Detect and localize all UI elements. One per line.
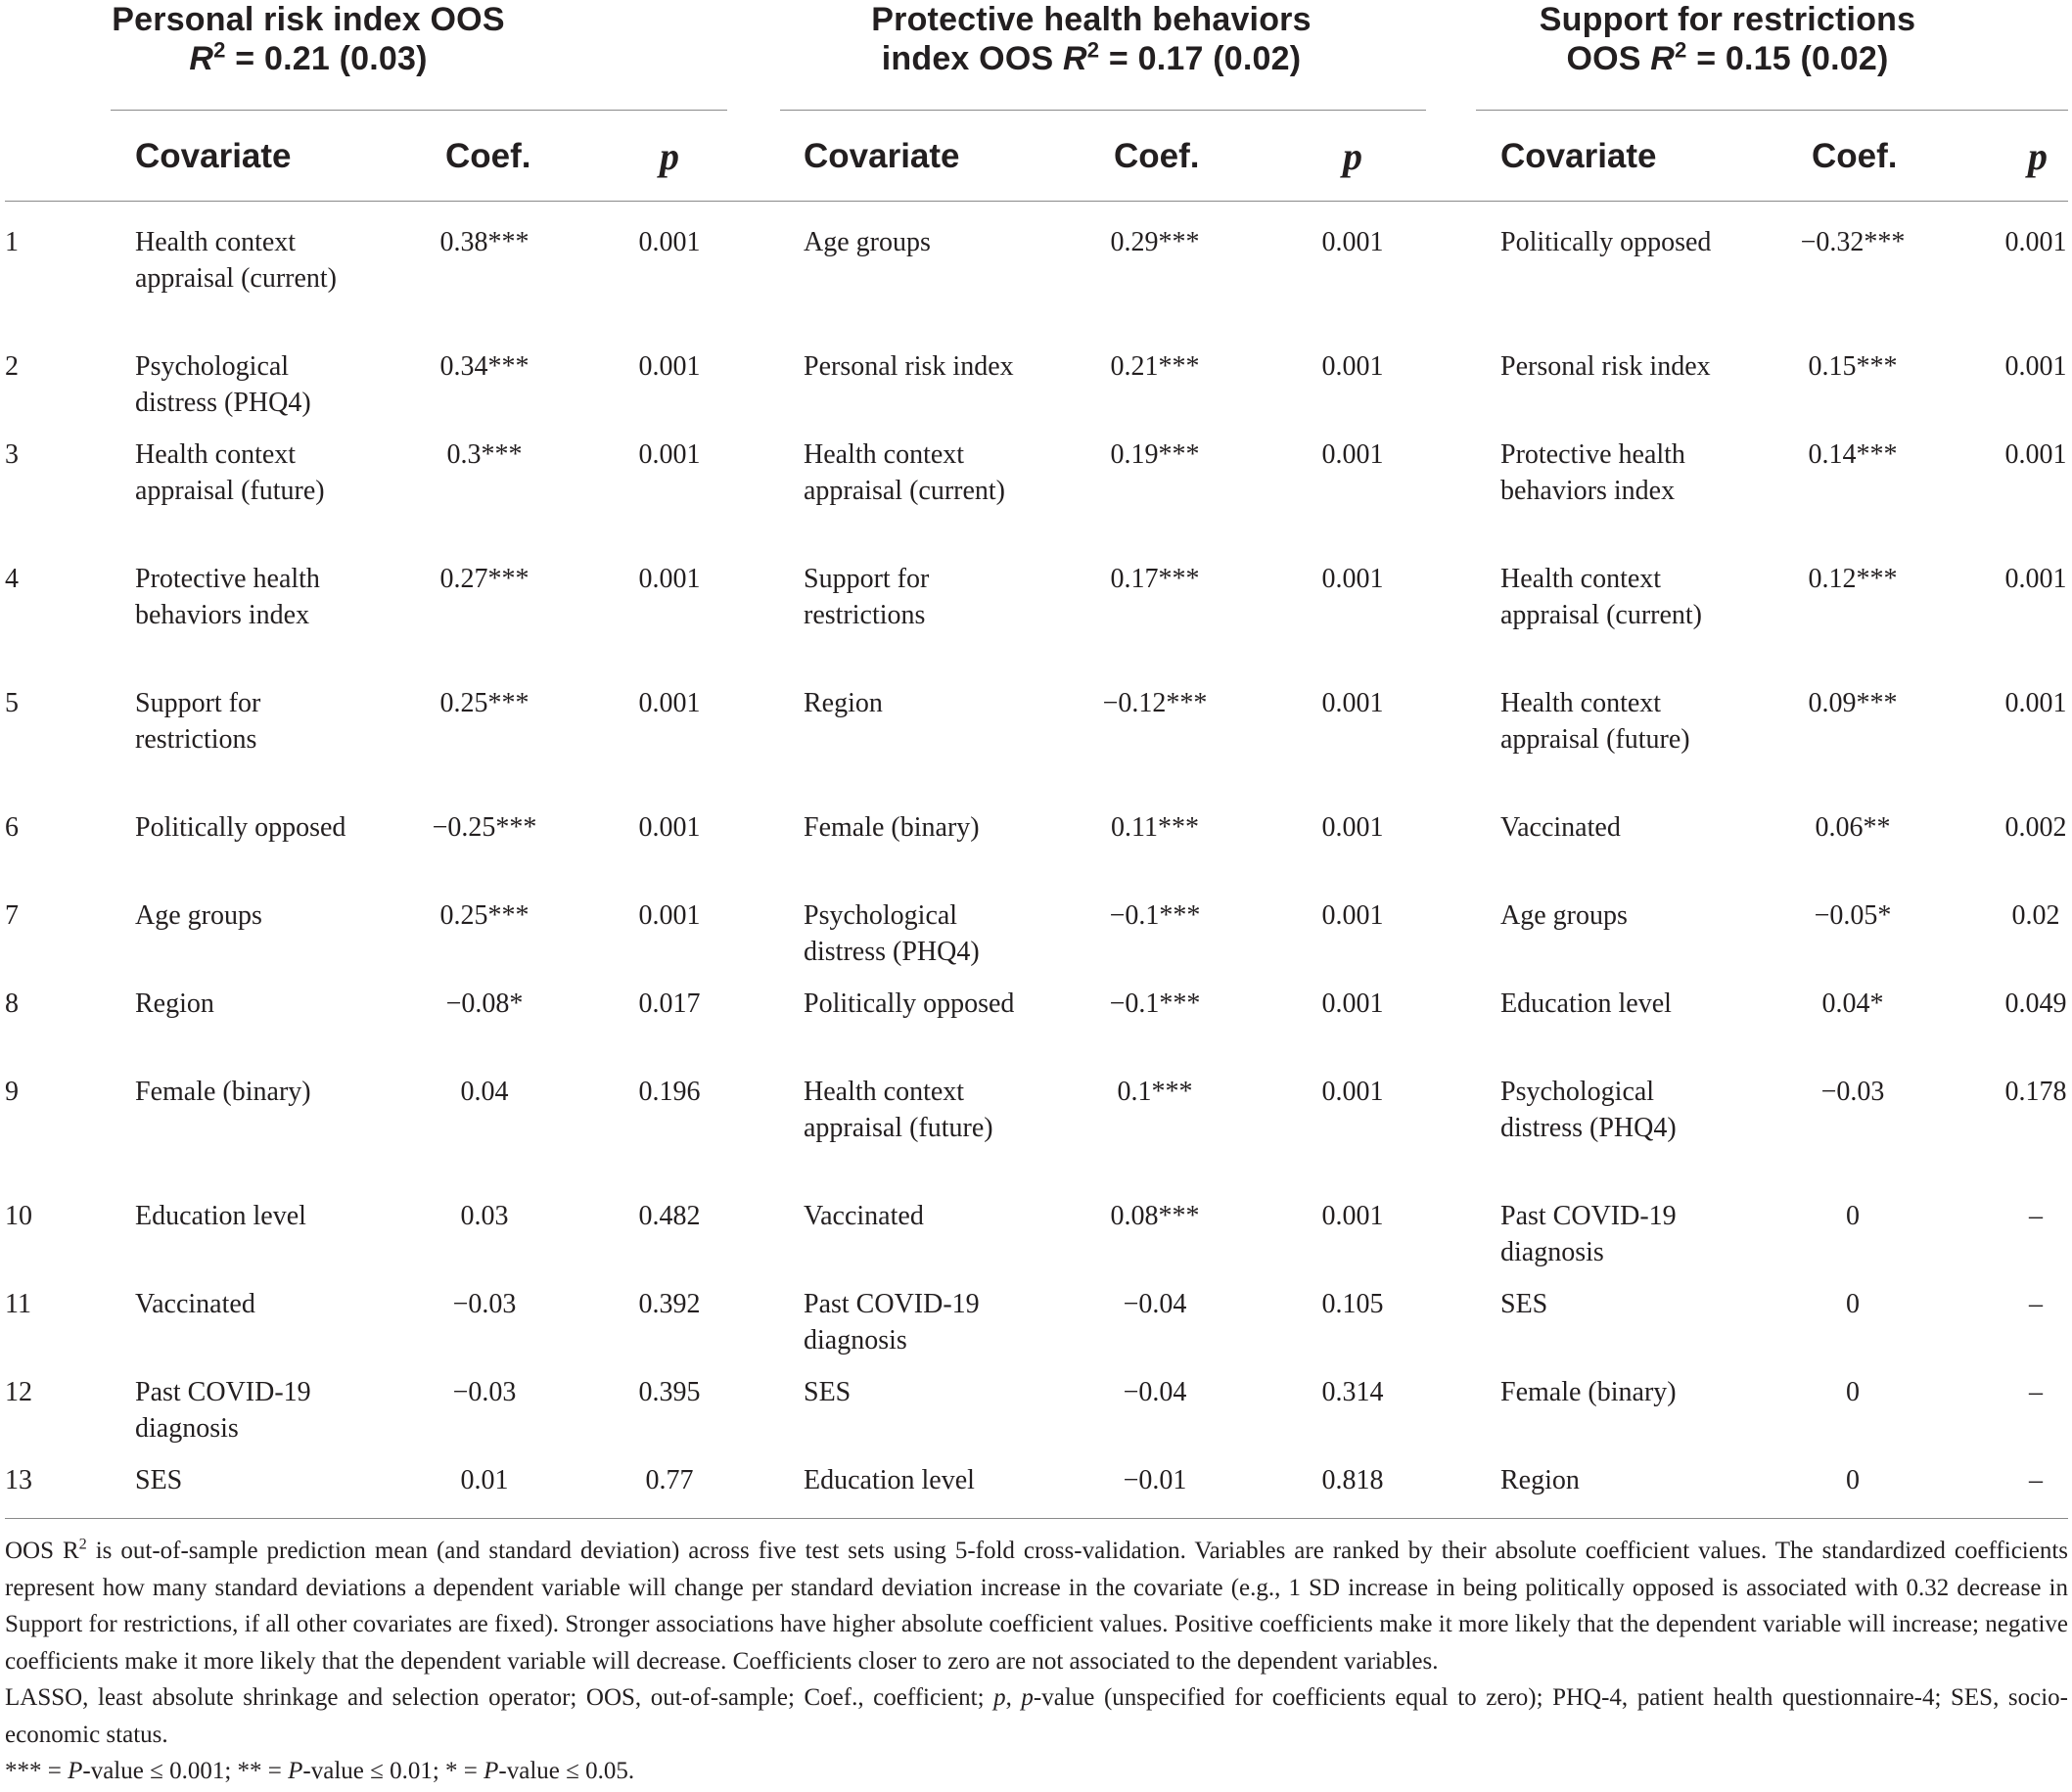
covariate-cell: Female (binary): [135, 1077, 311, 1107]
col-header-p-1: p: [660, 134, 679, 178]
col-header-p-2: p: [1343, 134, 1362, 178]
covariate-cell: Past COVID-19 diagnosis: [804, 1289, 980, 1355]
p-cell: 0.001: [638, 439, 701, 470]
coef-cell: 0.27***: [439, 564, 530, 594]
group-headers: [0, 0, 2072, 110]
covariate-cell: Politically opposed: [804, 988, 1015, 1019]
p-cell: 0.395: [638, 1377, 701, 1407]
footnote-abbreviations: LASSO, least absolute shrinkage and selection operator; OOS, out-of-sample; Coef., coefficient; p, p-value (unspecified for coefficients equal to zero); PHQ-4, patient health questionnaire-4; SES, socio-economic status.: [5, 1684, 2068, 1748]
covariate-cell: Past COVID-19 diagnosis: [135, 1377, 311, 1444]
p-cell: 0.392: [638, 1289, 701, 1319]
group-title-personal-risk: Personal risk index OOS $R^2 = 0.21$ (0.03): [112, 1, 505, 77]
covariate-cell: Age groups: [1500, 900, 1628, 931]
coef-cell: 0.1***: [1117, 1077, 1193, 1107]
coef-cell: 0.12***: [1808, 564, 1898, 594]
covariate-cell: Education level: [135, 1201, 306, 1231]
coef-cell: 0.34***: [439, 351, 530, 382]
coef-cell: 0.09***: [1808, 688, 1898, 718]
covariate-cell: Health context appraisal (future): [804, 1077, 993, 1143]
covariate-cell: Female (binary): [804, 812, 980, 843]
coef-cell: 0.04*: [1821, 988, 1884, 1019]
coef-cell: 0.06**: [1815, 812, 1891, 843]
footnote-oos: OOS $R^2$ is out-of-sample prediction mean (and standard deviation) across five test sets using 5-fold cross-validation. Variables are ranked by their absolute coefficient values. The standardized coefficients represent how many standard deviations a dependent variable will change per standard deviation increase in the covariate (e.g., 1 SD increase in being politically opposed is associated with 0.32 decrease in Support for restrictions, if all other covariates are fixed). Stronger associations have higher absolute coefficient values. Positive coefficients make it more likely that the dependent variable will increase; negative coefficients make it more likely that the dependent variable will decrease. Coefficients closer to zero are not associated to the dependent variables.: [5, 1535, 2069, 1675]
covariate-cell: Health context appraisal (current): [135, 227, 337, 294]
p-cell: 0.314: [1321, 1377, 1384, 1407]
row-number: 8: [5, 988, 19, 1019]
coef-cell: −0.32***: [1800, 227, 1906, 257]
covariate-cell: Politically opposed: [1500, 227, 1712, 257]
coef-cell: −0.03: [1820, 1077, 1885, 1107]
coef-cell: 0.11***: [1111, 812, 1199, 843]
row-number: 9: [5, 1077, 19, 1107]
col-header-coef-1: Coef.: [445, 137, 531, 175]
row-number: 10: [5, 1201, 32, 1231]
group-rule-support-restrictions: [1476, 110, 2068, 111]
p-cell: 0.001: [1321, 351, 1384, 382]
coef-cell: −0.04: [1123, 1289, 1187, 1319]
row-number: 2: [5, 351, 19, 382]
p-cell: 0.001: [1321, 564, 1384, 594]
covariate-cell: Support for restrictions: [804, 564, 930, 630]
col-header-covariate-3: Covariate: [1500, 137, 1657, 175]
coef-cell: 0.17***: [1110, 564, 1200, 594]
p-cell: 0.001: [2004, 351, 2067, 382]
coef-cell: 0.19***: [1110, 439, 1200, 470]
p-cell: 0.001: [1321, 900, 1384, 931]
p-cell: 0.001: [1321, 439, 1384, 470]
covariate-cell: Age groups: [804, 227, 931, 257]
covariate-cell: Support for restrictions: [135, 688, 261, 755]
covariate-cell: Education level: [1500, 988, 1672, 1019]
p-cell: 0.001: [1321, 988, 1384, 1019]
covariate-cell: Region: [804, 688, 883, 718]
covariate-cell: Vaccinated: [1500, 812, 1621, 843]
coef-cell: −0.12***: [1102, 688, 1208, 718]
p-cell: 0.196: [638, 1077, 701, 1107]
coef-cell: 0: [1846, 1289, 1860, 1319]
covariate-cell: Protective health behaviors index: [1500, 439, 1685, 506]
covariate-cell: Education level: [804, 1465, 975, 1495]
covariate-cell: Female (binary): [1500, 1377, 1677, 1407]
p-cell: 0.001: [638, 227, 701, 257]
p-cell: 0.105: [1321, 1289, 1384, 1319]
p-cell: 0.001: [638, 351, 701, 382]
group-title-protective-health: Protective health behaviors index OOS $R^2 = 0.17$ (0.02): [871, 1, 1312, 77]
row-number: 11: [5, 1289, 31, 1319]
p-cell: –: [2029, 1465, 2043, 1495]
coef-cell: −0.03: [452, 1289, 517, 1319]
covariate-cell: Health context appraisal (future): [135, 439, 325, 506]
p-cell: 0.178: [2004, 1077, 2067, 1107]
coef-cell: 0.21***: [1110, 351, 1200, 382]
p-cell: –: [2029, 1289, 2043, 1319]
row-number: 13: [5, 1465, 32, 1495]
covariate-cell: Vaccinated: [135, 1289, 255, 1319]
coef-cell: −0.05*: [1814, 900, 1892, 931]
covariate-cell: SES: [1500, 1289, 1548, 1319]
coef-cell: 0.03: [460, 1201, 509, 1231]
coef-cell: 0.38***: [439, 227, 530, 257]
col-header-covariate-2: Covariate: [804, 137, 960, 175]
group-rule-personal-risk: [111, 110, 727, 111]
row-number: 12: [5, 1377, 32, 1407]
covariate-cell: SES: [804, 1377, 852, 1407]
row-number: 1: [5, 227, 19, 257]
row-number: 4: [5, 564, 19, 594]
coef-cell: −0.08*: [445, 988, 524, 1019]
coef-cell: −0.01: [1123, 1465, 1187, 1495]
coef-cell: 0: [1846, 1377, 1860, 1407]
coef-cell: −0.1***: [1109, 988, 1201, 1019]
p-cell: 0.001: [638, 900, 701, 931]
row-number: 6: [5, 812, 19, 843]
p-cell: 0.818: [1321, 1465, 1384, 1495]
p-cell: 0.001: [1321, 1077, 1384, 1107]
covariate-cell: Psychological distress (PHQ4): [804, 900, 980, 967]
coef-cell: 0.08***: [1110, 1201, 1200, 1231]
p-cell: –: [2029, 1377, 2043, 1407]
row-number: 3: [5, 439, 19, 470]
p-cell: 0.001: [638, 564, 701, 594]
table-bottom-rule: [5, 1518, 2068, 1519]
header-rule: [5, 201, 2068, 202]
row-number: 7: [5, 900, 19, 931]
footnote-significance: *** = P-value ≤ 0.001; ** = P-value ≤ 0.01; * = P-value ≤ 0.05.: [5, 1758, 635, 1784]
p-cell: 0.001: [2004, 564, 2067, 594]
covariate-cell: Politically opposed: [135, 812, 346, 843]
p-cell: 0.001: [1321, 688, 1384, 718]
row-number: 5: [5, 688, 19, 718]
covariate-cell: Region: [1500, 1465, 1580, 1495]
p-cell: –: [2029, 1201, 2043, 1231]
p-cell: 0.001: [638, 688, 701, 718]
col-header-coef-2: Coef.: [1114, 137, 1200, 175]
coef-cell: 0.01: [460, 1465, 509, 1495]
p-cell: 0.001: [1321, 227, 1384, 257]
coef-cell: −0.04: [1123, 1377, 1187, 1407]
col-header-p-3: p: [2028, 134, 2048, 178]
p-cell: 0.77: [645, 1465, 694, 1495]
covariate-cell: Age groups: [135, 900, 262, 931]
covariate-cell: Psychological distress (PHQ4): [135, 351, 311, 418]
col-header-covariate-1: Covariate: [135, 137, 292, 175]
covariate-cell: Health context appraisal (current): [804, 439, 1005, 506]
coef-cell: 0.3***: [446, 439, 523, 470]
covariate-cell: Personal risk index: [804, 351, 1014, 382]
coef-cell: 0: [1846, 1465, 1860, 1495]
group-rule-protective-health: [780, 110, 1426, 111]
p-cell: 0.482: [638, 1201, 701, 1231]
covariate-cell: Health context appraisal (current): [1500, 564, 1702, 630]
coef-cell: 0.29***: [1110, 227, 1200, 257]
coef-cell: 0.25***: [439, 688, 530, 718]
table-footnotes: [5, 1533, 2068, 1790]
p-cell: 0.049: [2004, 988, 2067, 1019]
coef-cell: −0.03: [452, 1377, 517, 1407]
coef-cell: 0.04: [460, 1077, 509, 1107]
coef-cell: 0.14***: [1808, 439, 1898, 470]
covariate-cell: SES: [135, 1465, 183, 1495]
covariate-cell: Protective health behaviors index: [135, 564, 320, 630]
coef-cell: 0.25***: [439, 900, 530, 931]
covariate-cell: Health context appraisal (future): [1500, 688, 1690, 755]
covariate-cell: Psychological distress (PHQ4): [1500, 1077, 1677, 1143]
p-cell: 0.001: [2004, 227, 2067, 257]
group-title-support-restrictions: Support for restrictions OOS $R^2 = 0.15$ (0.02): [1539, 1, 1916, 77]
p-cell: 0.001: [2004, 439, 2067, 470]
p-cell: 0.001: [1321, 1201, 1384, 1231]
coef-cell: −0.1***: [1109, 900, 1201, 931]
p-cell: 0.001: [638, 812, 701, 843]
coef-cell: 0.15***: [1808, 351, 1898, 382]
covariate-cell: Personal risk index: [1500, 351, 1711, 382]
covariate-cell: Past COVID-19 diagnosis: [1500, 1201, 1677, 1267]
col-header-coef-3: Coef.: [1812, 137, 1898, 175]
coef-cell: 0: [1846, 1201, 1860, 1231]
p-cell: 0.001: [2004, 688, 2067, 718]
covariate-cell: Vaccinated: [804, 1201, 924, 1231]
p-cell: 0.001: [1321, 812, 1384, 843]
p-cell: 0.002: [2004, 812, 2067, 843]
coef-cell: −0.25***: [432, 812, 537, 843]
covariate-cell: Region: [135, 988, 214, 1019]
p-cell: 0.02: [2011, 900, 2060, 931]
p-cell: 0.017: [638, 988, 701, 1019]
